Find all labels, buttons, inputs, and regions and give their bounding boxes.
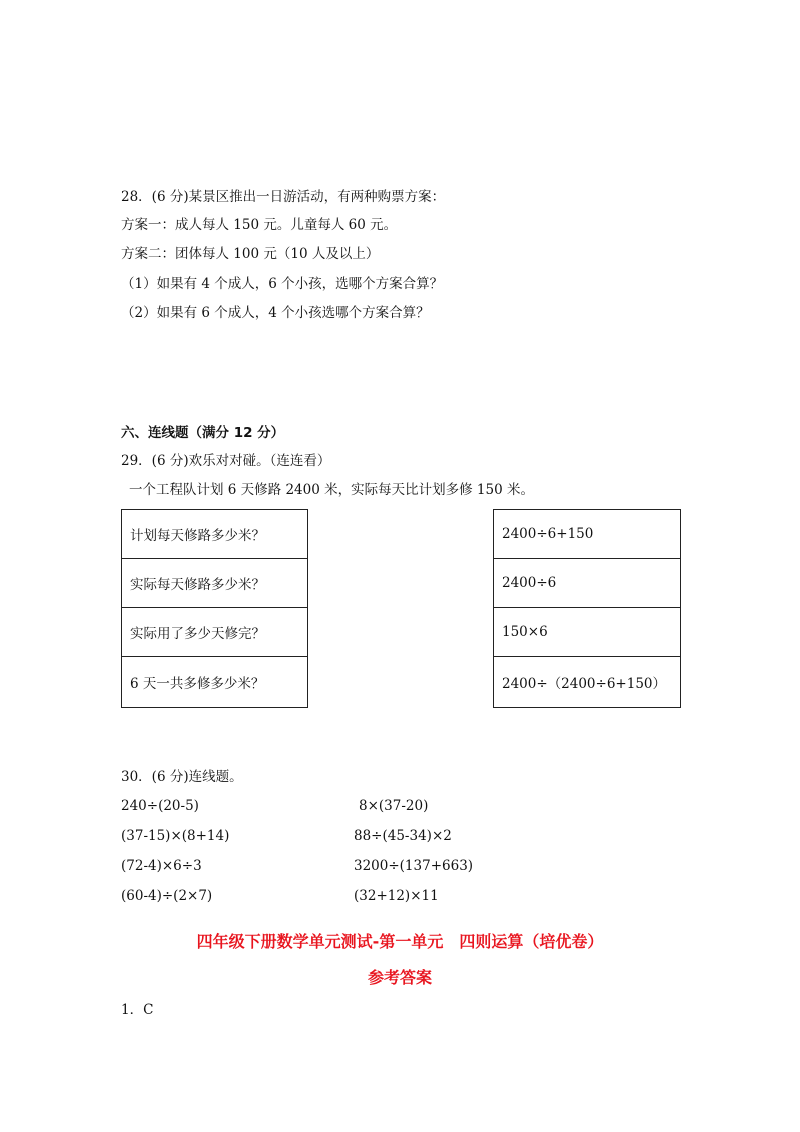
q28-plan-two: 方案二：团体每人 100 元（10 人及以上） [121, 246, 380, 262]
answer-item: 1．C [121, 1002, 154, 1018]
q30-right-expr[interactable]: 3200÷(137+663) [354, 858, 474, 874]
q30-right-expr[interactable]: (32+12)×11 [354, 888, 439, 904]
q28-subquestion-2: （2）如果有 6 个成人，4 个小孩选哪个方案合算？ [121, 305, 430, 321]
q28-subquestion-1: （1）如果有 4 个成人，6 个小孩，选哪个方案合算？ [121, 276, 444, 292]
q28-title: 28．(6 分)某景区推出一日游活动，有两种购票方案： [121, 189, 446, 205]
answer-key-subheading: 参考答案 [367, 968, 432, 987]
q30-right-expr[interactable]: 88÷(45-34)×2 [354, 828, 452, 844]
answer-key-heading: 四年级下册数学单元测试-第一单元 四则运算（培优卷） [196, 932, 604, 951]
q30-left-expr[interactable]: (37-15)×(8+14) [121, 828, 230, 844]
q29-intro: 一个工程队计划 6 天修路 2400 米，实际每天比计划多修 150 米。 [129, 482, 534, 498]
section-six-title: 六、连线题（满分 12 分） [121, 425, 285, 441]
q30-left-expr[interactable]: 240÷(20-5) [121, 798, 199, 814]
q30-right-expr[interactable]: 8×(37-20) [359, 798, 429, 814]
q29-left-box [121, 509, 308, 708]
q29-left-item[interactable]: 实际每天修路多少米？ [122, 559, 307, 608]
q29-right-item[interactable]: 2400÷6+150 [494, 510, 680, 559]
q30-title: 30．(6 分)连线题。 [121, 769, 243, 785]
q29-right-item[interactable]: 2400÷6 [494, 559, 680, 608]
q29-title: 29．(6 分)欢乐对对碰。（连连看） [121, 453, 331, 469]
q29-right-item[interactable]: 2400÷（2400÷6+150） [502, 675, 667, 692]
q30-left-expr[interactable]: (72-4)×6÷3 [121, 858, 202, 874]
q30-left-expr[interactable]: (60-4)÷(2×7) [121, 888, 213, 904]
q29-left-item[interactable]: 6 天一共多修多少米？ [130, 675, 265, 692]
q29-right-item[interactable]: 150×6 [494, 608, 680, 657]
q29-left-item[interactable]: 实际用了多少天修完？ [122, 608, 307, 657]
q28-plan-one: 方案一：成人每人 150 元。儿童每人 60 元。 [121, 217, 398, 233]
q29-left-item[interactable]: 计划每天修路多少米？ [122, 510, 307, 559]
q29-right-box [493, 509, 681, 708]
